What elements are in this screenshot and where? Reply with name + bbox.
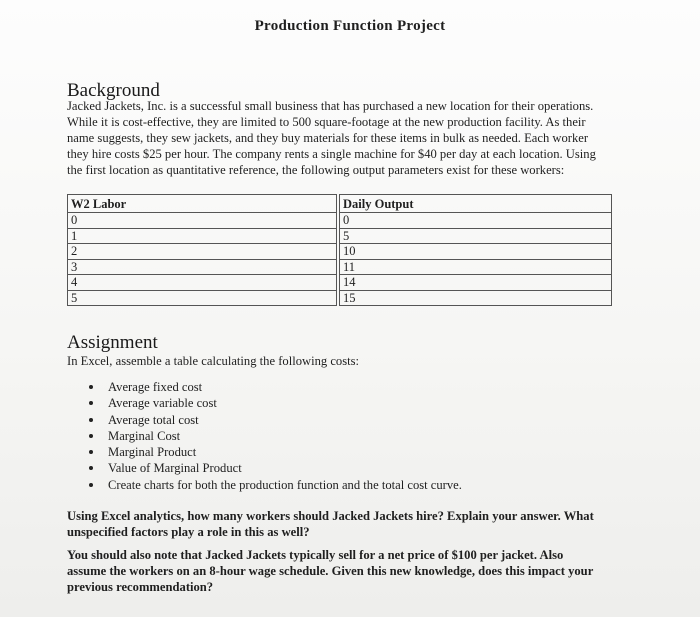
bullet-icon <box>89 434 93 438</box>
assignment-intro <box>67 353 612 369</box>
cell-output: 11 <box>340 259 612 275</box>
cell-output: 15 <box>340 290 612 306</box>
list-item-text: Marginal Cost <box>108 428 181 443</box>
list-item-text: Average fixed cost <box>108 380 203 394</box>
question-line: You should also note that Jacked Jackets typically sell for a net price of $100 per jacket. Also <box>67 548 564 562</box>
bullet-icon <box>89 401 93 405</box>
list-item-text: Average variable cost <box>108 396 217 411</box>
bullet-icon <box>89 466 93 470</box>
list-item <box>88 395 462 411</box>
cell-labor: 1 <box>68 228 337 244</box>
list-item <box>88 412 462 428</box>
page-title: Production Function Project <box>254 18 446 34</box>
cell-output: 14 <box>340 275 612 291</box>
cell-output: 10 <box>340 244 612 260</box>
table-row <box>68 290 612 306</box>
list-item-text: Value of Marginal Product <box>108 461 242 476</box>
background-line: Jacked Jackets, Inc. is a successful small business that has purchased a new location for their operations. <box>67 99 594 113</box>
bullet-icon <box>89 385 93 389</box>
cell-labor: 3 <box>68 259 337 275</box>
background-line: name suggests, they sew jackets, and they buy materials for these items in bulk as needed. Each worker <box>67 131 589 145</box>
background-line: the first location as quantitative reference, the following output parameters exist for these workers: <box>67 163 565 177</box>
cell-labor: 0 <box>68 213 337 229</box>
list-item <box>88 428 462 444</box>
question-line: Using Excel analytics, how many workers should Jacked Jackets hire? Explain your answer. What <box>67 509 594 523</box>
list-item-text: Create charts for both the production function and the total cost curve. <box>108 477 462 492</box>
cell-labor: 5 <box>68 290 337 306</box>
question-line: unspecified factors play a role in this as well? <box>67 525 310 539</box>
table-header-row <box>68 195 612 213</box>
background-paragraph <box>67 98 612 178</box>
question-workers <box>67 508 627 540</box>
cell-labor: 4 <box>68 275 337 291</box>
background-line: While it is cost-effective, they are limited to 500 square-footage at the new production facility. As their <box>67 115 586 129</box>
cell-labor: 2 <box>68 244 337 260</box>
labor-output-table <box>67 194 612 306</box>
list-item-text: Average total cost <box>108 412 199 427</box>
list-item-text: Marginal Product <box>108 445 197 460</box>
cell-output: 5 <box>340 228 612 244</box>
table-row <box>68 275 612 291</box>
bullet-icon <box>89 450 93 454</box>
bullet-icon <box>89 483 93 487</box>
list-item <box>88 477 462 493</box>
table-row <box>68 228 612 244</box>
question-line: previous recommendation? <box>67 580 214 594</box>
list-item <box>88 379 462 395</box>
cost-list <box>88 379 462 493</box>
list-item <box>88 444 462 460</box>
table-row <box>68 213 612 229</box>
question-line: assume the workers on an 8-hour wage schedule. Given this new knowledge, does this impact your <box>67 564 594 578</box>
background-line: they hire costs $25 per hour. The company rents a single machine for $40 per day at each location. Using <box>67 147 596 161</box>
header-output: Daily Output <box>340 195 612 213</box>
assignment-intro-text: In Excel, assemble a table calculating the following costs: <box>67 354 360 368</box>
assignment-heading: Assignment <box>67 332 158 353</box>
header-labor: W2 Labor <box>68 195 337 213</box>
question-price <box>67 547 627 595</box>
list-item <box>88 460 462 476</box>
table-row <box>68 244 612 260</box>
table-row <box>68 259 612 275</box>
cell-output: 0 <box>340 213 612 229</box>
bullet-icon <box>89 418 93 422</box>
background-heading: Background <box>67 80 160 101</box>
